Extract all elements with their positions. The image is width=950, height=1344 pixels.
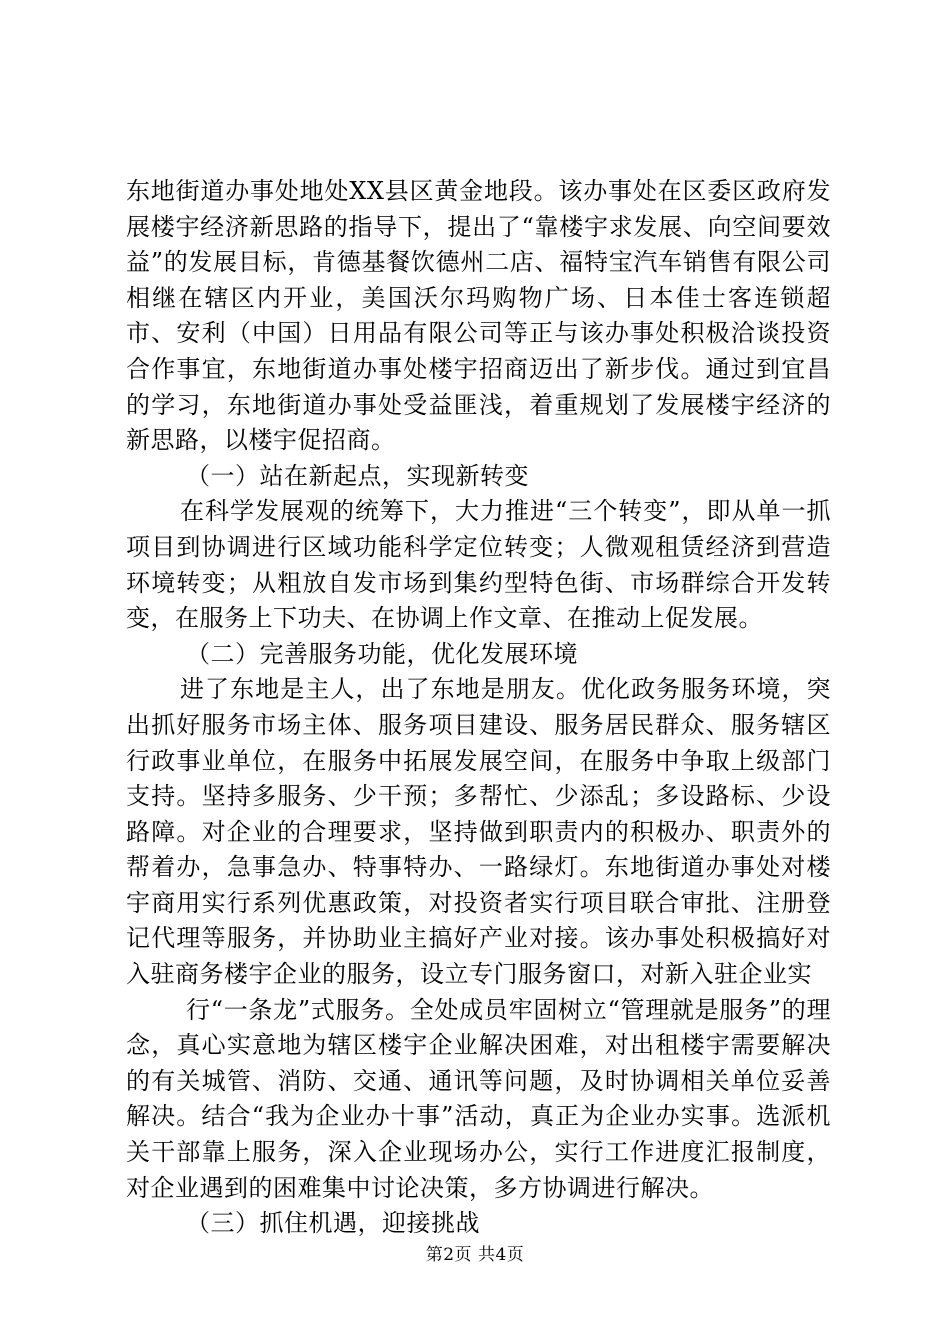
document-body [126, 174, 831, 1242]
paragraph-intro: 东地街道办事处地处XX县区黄金地段。该办事处在区委区政府发展楼宇经济新思路的指导下，提出了“靠楼宇求发展、向空间要效益”的发展目标，肯德基餐饮德州二店、福特宝汽车销售有限公司相继在辖区内开业，美国沃尔玛购物广场、日本佳士客连锁超市、安利（中国）日用品有限公司等正与该办事处积极洽谈投资合作事宜，东地街道办事处楼宇招商迈出了新步伐。通过到宜昌的学习，东地街道办事处受益匪浅，着重规划了发展楼宇经济的新思路，以楼宇促招商。 [126, 177, 831, 455]
section-heading-1: （一）站在新起点，实现新转变 [186, 461, 529, 490]
page-footer: 第2页 共4页 [425, 1245, 525, 1265]
section-heading-3: （三）抓住机遇，迎接挑战 [186, 1209, 480, 1238]
section-heading-2: （二）完善服务功能，优化发展环境 [186, 639, 578, 668]
paragraph-section-2-continued: 行“一条龙”式服务。全处成员牢固树立“管理就是服务”的理念，真心实意地为辖区楼宇企业解决困难，对出租楼宇需要解决的有关城管、消防、交通、通讯等问题，及时协调相关单位妥善解决。结合“我为企业办十事”活动，真正为企业办实事。选派机关干部靠上服务，深入企业现场办公，实行工作进度汇报制度，对企业遇到的困难集中讨论决策，多方协调进行解决。 [126, 995, 831, 1202]
paragraph-section-2: 进了东地是主人，出了东地是朋友。优化政务服务环境，突出抓好服务市场主体、服务项目建设、服务居民群众、服务辖区行政事业单位，在服务中拓展发展空间，在服务中争取上级部门支持。坚持多服务、少干预；多帮忙、少添乱；多设路标、少设路障。对企业的合理要求，坚持做到职责内的积极办、职责外的帮着办，急事急办、特事特办、一路绿灯。东地街道办事处对楼宇商用实行系列优惠政策，对投资者实行项目联合审批、注册登记代理等服务，并协助业主搞好产业对接。该办事处积极搞好对入驻商务楼宇企业的服务，设立专门服务窗口，对新入驻企业实 [126, 675, 831, 989]
paragraph-section-1: 在科学发展观的统筹下，大力推进“三个转变”，即从单一抓项目到协调进行区域功能科学定位转变；人微观租赁经济到营造环境转变；从粗放自发市场到集约型特色街、市场群综合开发转变，在服务上下功夫、在协调上作文章、在推动上促发展。 [126, 497, 831, 633]
